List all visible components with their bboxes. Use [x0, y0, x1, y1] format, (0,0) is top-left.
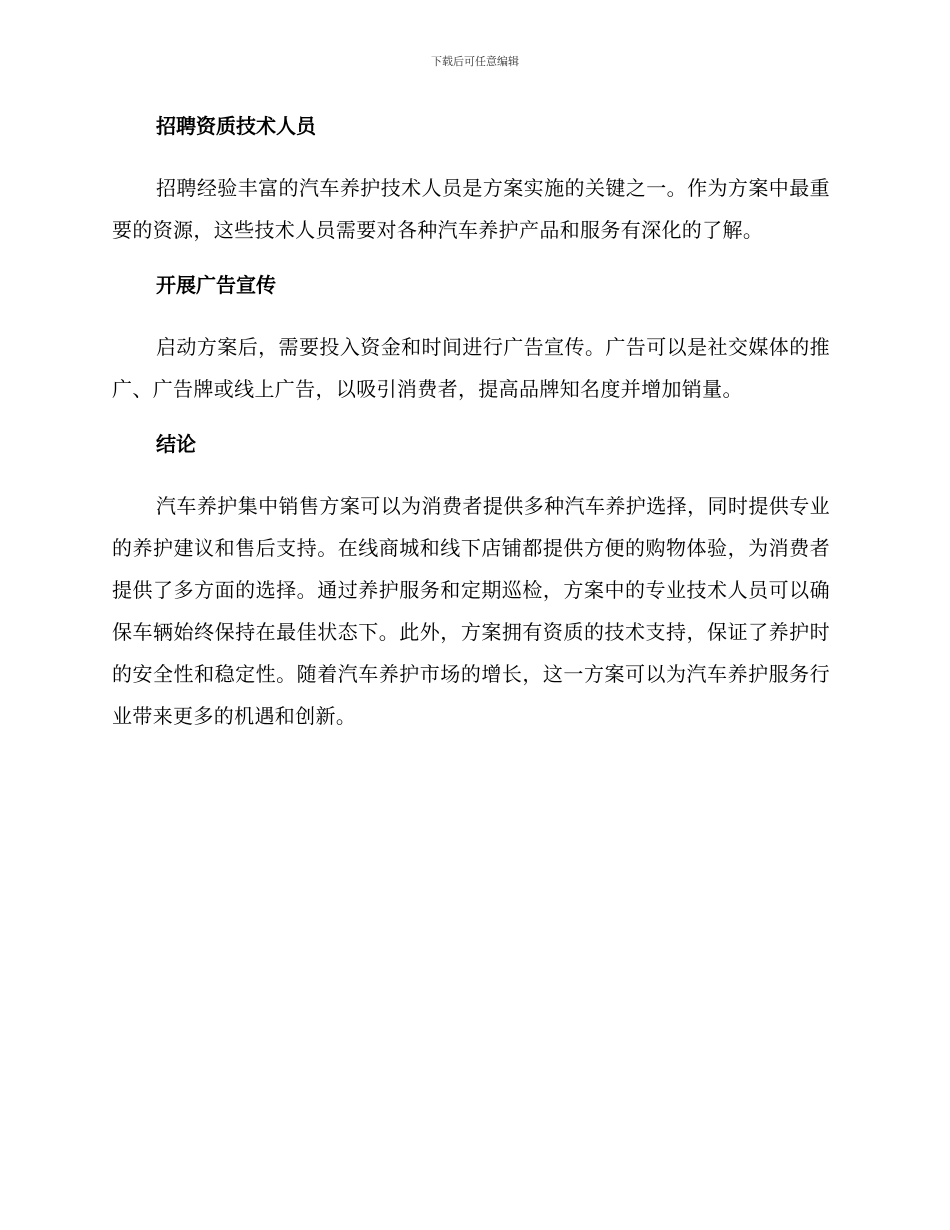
section-paragraph: 启动方案后，需要投入资金和时间进行广告宣传。广告可以是社交媒体的推广、广告牌或线上广告，以吸引消费者，提高品牌知名度并增加销量。: [112, 335, 830, 401]
section-advertising: [112, 271, 830, 410]
section-heading: 结论: [156, 432, 196, 456]
section-conclusion: [112, 430, 830, 737]
document-content: [112, 112, 830, 737]
section-paragraph: 汽车养护集中销售方案可以为消费者提供多种汽车养护选择，同时提供专业的养护建议和售后支持。在线商城和线下店铺都提供方便的购物体验，为消费者提供了多方面的选择。通过养护服务和定期巡检，方案中的专业技术人员可以确保车辆始终保持在最佳状态下。此外，方案拥有资质的技术支持，保证了养护时的安全性和稳定性。随着汽车养护市场的增长，这一方案可以为汽车养护服务行业带来更多的机遇和创新。: [112, 494, 830, 728]
section-heading: 招聘资质技术人员: [156, 114, 316, 138]
section-paragraph: 招聘经验丰富的汽车养护技术人员是方案实施的关键之一。作为方案中最重要的资源，这些技术人员需要对各种汽车养护产品和服务有深化的了解。: [112, 176, 830, 242]
page-header: 下载后可任意编辑: [431, 55, 519, 68]
section-heading: 开展广告宣传: [156, 273, 276, 297]
section-recruit-technicians: [112, 112, 830, 251]
